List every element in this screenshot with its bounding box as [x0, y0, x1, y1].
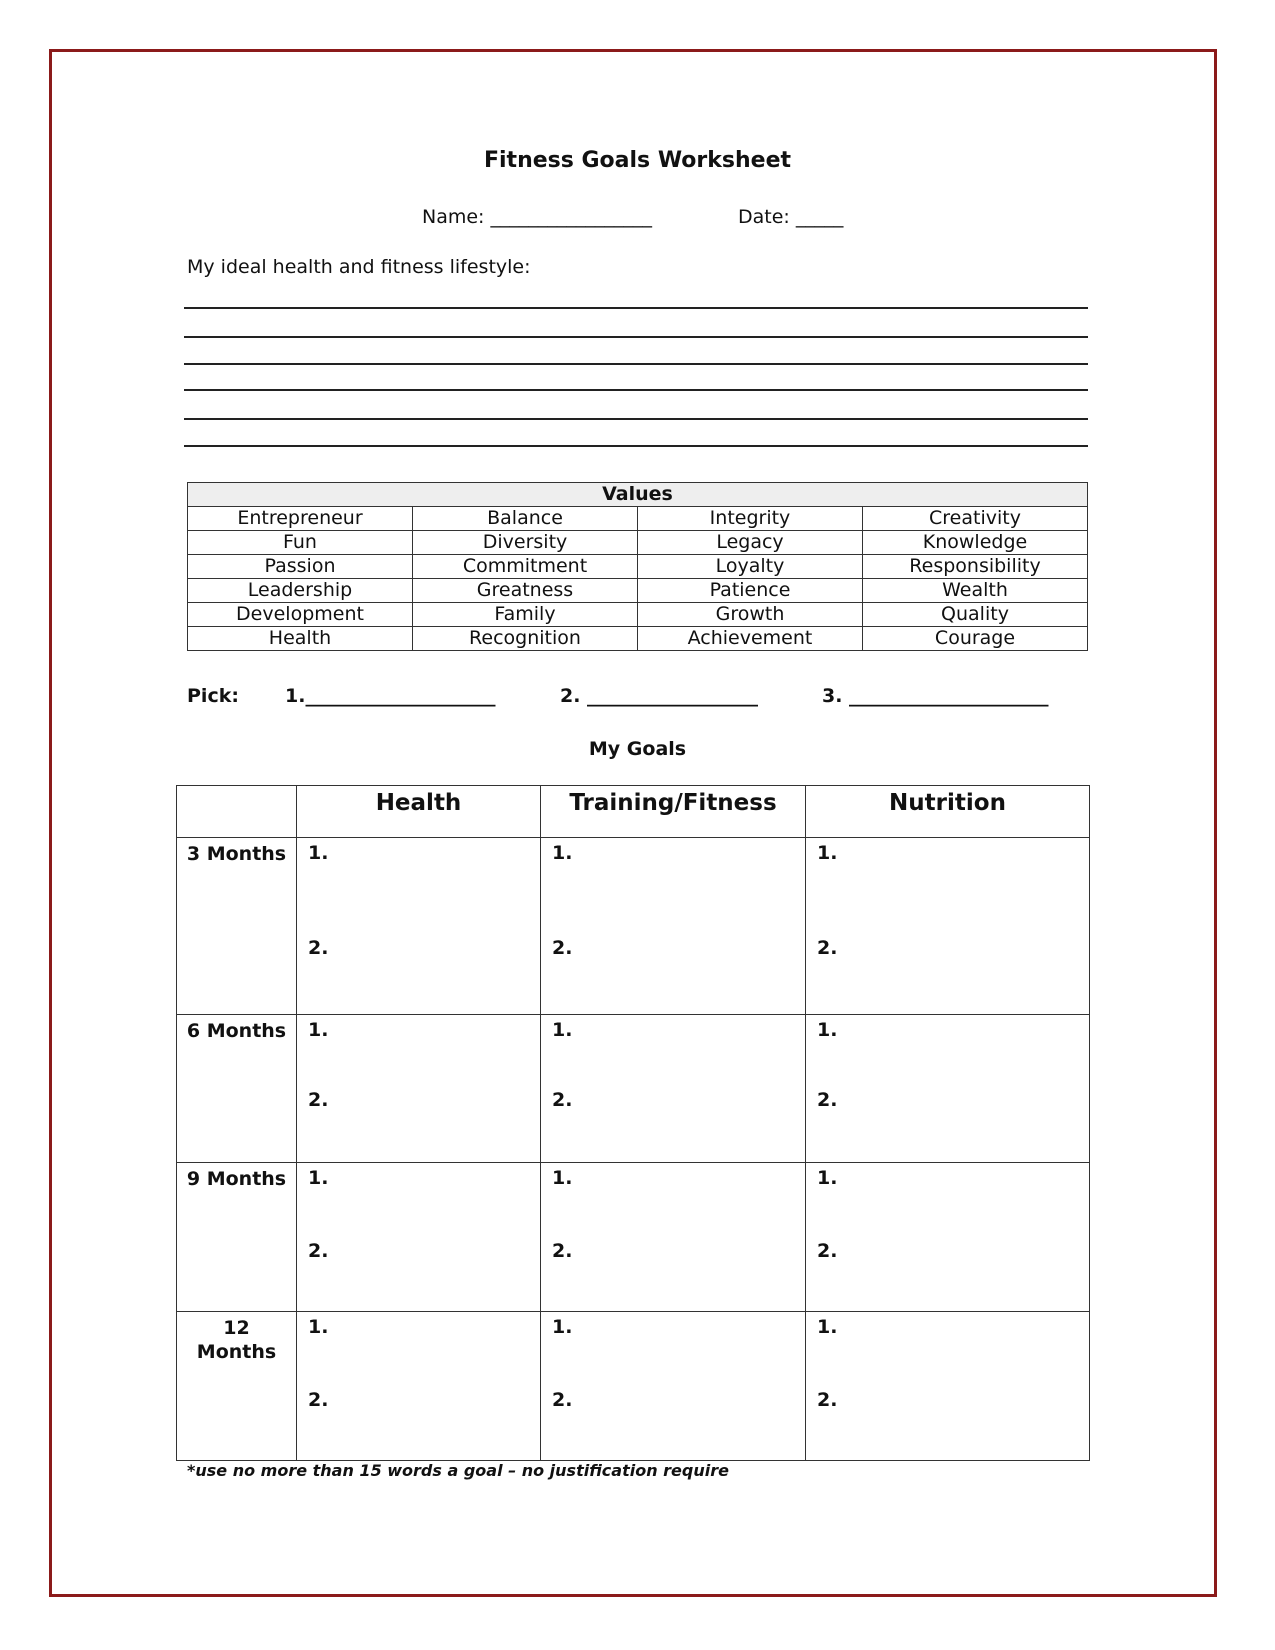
value-cell: Loyalty [638, 555, 863, 579]
goal-item-1: 1. [308, 1167, 329, 1189]
goals-table [176, 785, 1090, 1461]
goal-item-2: 2. [308, 1389, 329, 1411]
lifestyle-line[interactable] [184, 363, 1088, 365]
row-label-6-months: 6 Months [177, 1015, 297, 1163]
goal-item-2: 2. [817, 1240, 838, 1262]
goal-cell[interactable] [297, 838, 541, 1015]
goal-item-2: 2. [308, 1240, 329, 1262]
goals-header-nutrition: Nutrition [806, 786, 1090, 838]
value-cell: Quality [863, 603, 1088, 627]
lifestyle-line[interactable] [184, 389, 1088, 391]
value-cell: Achievement [638, 627, 863, 651]
goal-cell[interactable] [297, 1312, 541, 1461]
goal-cell[interactable] [541, 1312, 806, 1461]
goal-item-1: 1. [552, 1316, 573, 1338]
row-label-9-months: 9 Months [177, 1163, 297, 1312]
value-cell: Entrepreneur [188, 507, 413, 531]
value-cell: Patience [638, 579, 863, 603]
row-label-12-months: 12 Months [177, 1312, 297, 1461]
goal-cell[interactable] [806, 1015, 1090, 1163]
goal-item-1: 1. [817, 842, 838, 864]
lifestyle-line[interactable] [184, 307, 1088, 309]
goal-cell[interactable] [806, 1312, 1090, 1461]
pick-label: Pick: [187, 685, 239, 707]
goal-item-1: 1. [308, 1316, 329, 1338]
goal-cell[interactable] [806, 838, 1090, 1015]
value-cell: Development [188, 603, 413, 627]
goal-cell[interactable] [541, 838, 806, 1015]
goal-item-2: 2. [308, 1089, 329, 1111]
value-cell: Legacy [638, 531, 863, 555]
value-cell: Creativity [863, 507, 1088, 531]
value-cell: Diversity [413, 531, 638, 555]
goal-item-1: 1. [308, 1019, 329, 1041]
lifestyle-label: My ideal health and fitness lifestyle: [187, 256, 531, 278]
value-cell: Fun [188, 531, 413, 555]
goal-item-2: 2. [817, 937, 838, 959]
goals-header-training: Training/Fitness [541, 786, 806, 838]
value-cell: Greatness [413, 579, 638, 603]
goal-cell[interactable] [541, 1163, 806, 1312]
value-cell: Growth [638, 603, 863, 627]
goal-item-2: 2. [552, 1240, 573, 1262]
values-header: Values [188, 483, 1088, 507]
goal-item-2: 2. [817, 1389, 838, 1411]
value-cell: Knowledge [863, 531, 1088, 555]
value-cell: Leadership [188, 579, 413, 603]
value-cell: Recognition [413, 627, 638, 651]
pick-field-2[interactable]: 2. __________________ [560, 685, 759, 707]
goal-cell[interactable] [806, 1163, 1090, 1312]
goal-cell[interactable] [541, 1015, 806, 1163]
values-table [187, 482, 1088, 651]
goal-item-2: 2. [817, 1089, 838, 1111]
goals-header-health: Health [297, 786, 541, 838]
goal-item-1: 1. [817, 1167, 838, 1189]
value-cell: Responsibility [863, 555, 1088, 579]
footnote: *use no more than 15 words a goal – no justification require [187, 1461, 729, 1480]
lifestyle-line[interactable] [184, 418, 1088, 420]
value-cell: Courage [863, 627, 1088, 651]
goal-item-1: 1. [817, 1019, 838, 1041]
date-field[interactable]: Date: _____ [738, 206, 844, 228]
goal-item-1: 1. [552, 1167, 573, 1189]
goal-item-1: 1. [552, 842, 573, 864]
lifestyle-line[interactable] [184, 445, 1088, 447]
row-label-3-months: 3 Months [177, 838, 297, 1015]
goal-item-2: 2. [552, 1389, 573, 1411]
goal-item-2: 2. [552, 1089, 573, 1111]
value-cell: Passion [188, 555, 413, 579]
goal-item-1: 1. [817, 1316, 838, 1338]
goal-cell[interactable] [297, 1163, 541, 1312]
goals-heading: My Goals [588, 738, 687, 760]
goals-header-corner [177, 786, 297, 838]
value-cell: Family [413, 603, 638, 627]
value-cell: Integrity [638, 507, 863, 531]
page-title: Fitness Goals Worksheet [483, 148, 792, 173]
value-cell: Commitment [413, 555, 638, 579]
goal-item-2: 2. [308, 937, 329, 959]
pick-field-3[interactable]: 3. _____________________ [822, 685, 1049, 707]
goal-item-2: 2. [552, 937, 573, 959]
goal-item-1: 1. [552, 1019, 573, 1041]
goal-cell[interactable] [297, 1015, 541, 1163]
lifestyle-line[interactable] [184, 336, 1088, 338]
value-cell: Balance [413, 507, 638, 531]
value-cell: Wealth [863, 579, 1088, 603]
pick-field-1[interactable]: 1.____________________ [285, 685, 496, 707]
value-cell: Health [188, 627, 413, 651]
name-field[interactable]: Name: _________________ [422, 206, 652, 228]
goal-item-1: 1. [308, 842, 329, 864]
